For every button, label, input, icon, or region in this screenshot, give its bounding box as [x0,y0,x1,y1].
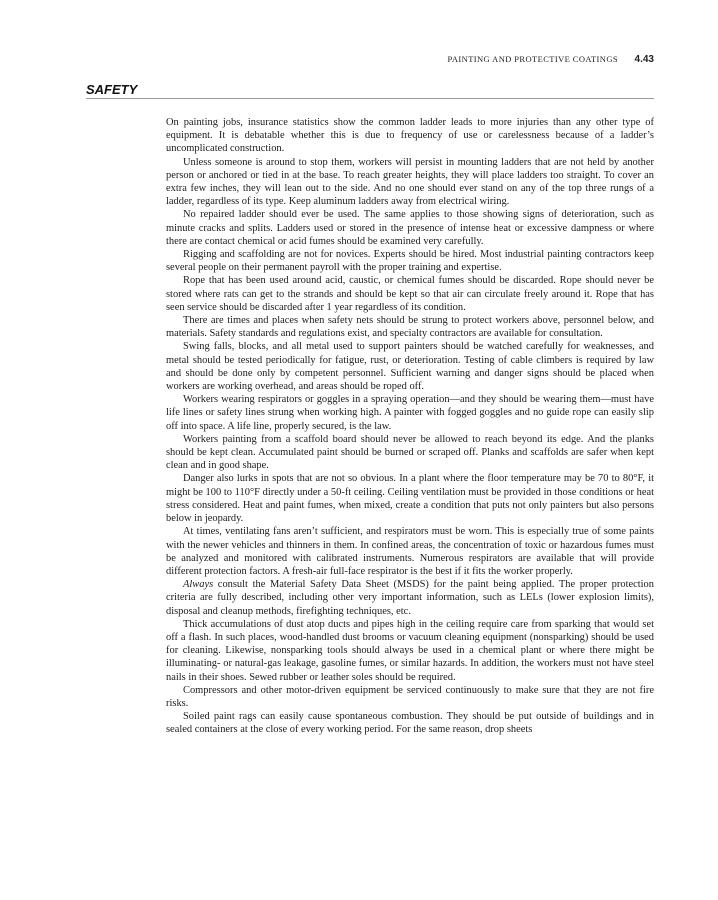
paragraph-dust: Thick accumulations of dust atop ducts and pipes high in the ceiling require care from sparking that would set off a flash. In such places, wood-handled dust brooms or vacuum cleaning equipment (nonsparking) should be used for cleaning. Likewise, nonsparking tools should always be used in a chemical plant or where there might be illuminating- or natural-gas leakage, gasoline fumes, or similar hazards. In addition, the workers must not have steel nails in their shoes. Sewed rubber or leather soles should be required. [166,618,654,683]
msds-lead-italic: Always [183,579,214,591]
section-title: SAFETY [86,82,138,97]
running-title: PAINTING AND PROTECTIVE COATINGS [447,54,618,64]
running-header [448,54,654,65]
body-text [166,116,654,737]
paragraph-swing-falls: Swing falls, blocks, and all metal used to support painters should be watched carefully for weaknesses, and metal should be tested periodically for fatigue, rust, or deterioration. Testing of cable climbers is required by law and should be done only by competent personnel. Sufficient warning and danger signs should be placed when workers are working overhead, and areas should be roped off. [166,341,654,393]
paragraph-msds [166,578,654,618]
paragraph-heat-danger: Danger also lurks in spots that are not so obvious. In a plant where the floor temperature may be 70 to 80°F, it might be 100 to 110°F directly under a 50-ft ceiling. Ceiling ventilation must be provided in those conditions or heat stress considered. Heat and paint fumes, when mixed, create a condition that puts not only painters but also persons below in jeopardy. [166,473,654,525]
page-number: 4.43 [634,54,654,65]
paragraph-ventilation: At times, ventilating fans aren’t sufficient, and respirators must be worn. This is especially true of some paints with the newer vehicles and thinners in them. In confined areas, the concentration of toxic or hazardous fumes must be analyzed and monitored with calibrated instruments. Numerous respirators are available that will provide different protection factors. A fresh-air full-face respirator is the best if it fits the worker properly. [166,526,654,577]
paragraph-ladder-statistics: On painting jobs, insurance statistics show the common ladder leads to more injuries than any other type of equipment. It is debatable whether this is due to frequency of use or carelessness because of a ladder’s uncomplicated construction. [166,117,654,155]
paragraph-rope: Rope that has been used around acid, caustic, or chemical fumes should be discarded. Rope should never be stored where rats can get to the strands and should be kept so that air can circulate freely around it. Rope that has seen service should be discarded after 1 year regardless of its condition. [166,275,654,313]
paragraph-respirators-lifelines: Workers wearing respirators or goggles in a spraying operation—and they should be wearing them—must have life lines or safety lines strung when working high. A painter with fogged goggles and no guide rope can easily slip off into space. A life line, properly secured, is the law. [166,394,654,432]
paragraph-compressors: Compressors and other motor-driven equipment be serviced continuously to make sure that they are not fire risks. [166,684,654,709]
paragraph-rigging: Rigging and scaffolding are not for novices. Experts should be hired. Most industrial painting contractors keep several people on their permanent payroll with the proper training and expertise. [166,249,654,274]
section-divider [86,98,654,99]
paragraph-ladder-misuse: Unless someone is around to stop them, workers will persist in mounting ladders that are not held by another person or anchored or tied in at the base. To reach greater heights, they will place ladders too straight. To cover an extra few inches, they will lean out to the side. And no one should ever stand on any of the top three rungs of a ladder, regardless of its type. Keep aluminum ladders away from electrical wiring. [166,156,654,208]
paragraph-safety-nets: There are times and places when safety nets should be strung to protect workers above, personnel below, and materials. Safety standards and regulations exist, and specialty contractors are available for consultation. [166,315,654,340]
paragraph-repaired-ladders: No repaired ladder should ever be used. The same applies to those showing signs of deterioration, such as minute cracks and splits. Ladders used or stored in the presence of intense heat or excessive dampness or where there are contact chemical or acid fumes should be examined very carefully. [166,209,654,247]
msds-text: consult the Material Safety Data Sheet (MSDS) for the paint being applied. The proper protection criteria are fully described, including other very important information, such as LELs (lower explosion limits), disposal and cleanup methods, firefighting techniques, etc. [166,579,654,617]
paragraph-paint-rags: Soiled paint rags can easily cause spontaneous combustion. They should be put outside of buildings and in sealed containers at the close of every working period. For the same reason, drop sheets [166,711,654,736]
paragraph-scaffold-board: Workers painting from a scaffold board should never be allowed to reach beyond its edge. And the planks should be kept clean. Accumulated paint should be burned or scraped off. Planks and scaffolds are safer when kept clean and in good shape. [166,433,654,472]
